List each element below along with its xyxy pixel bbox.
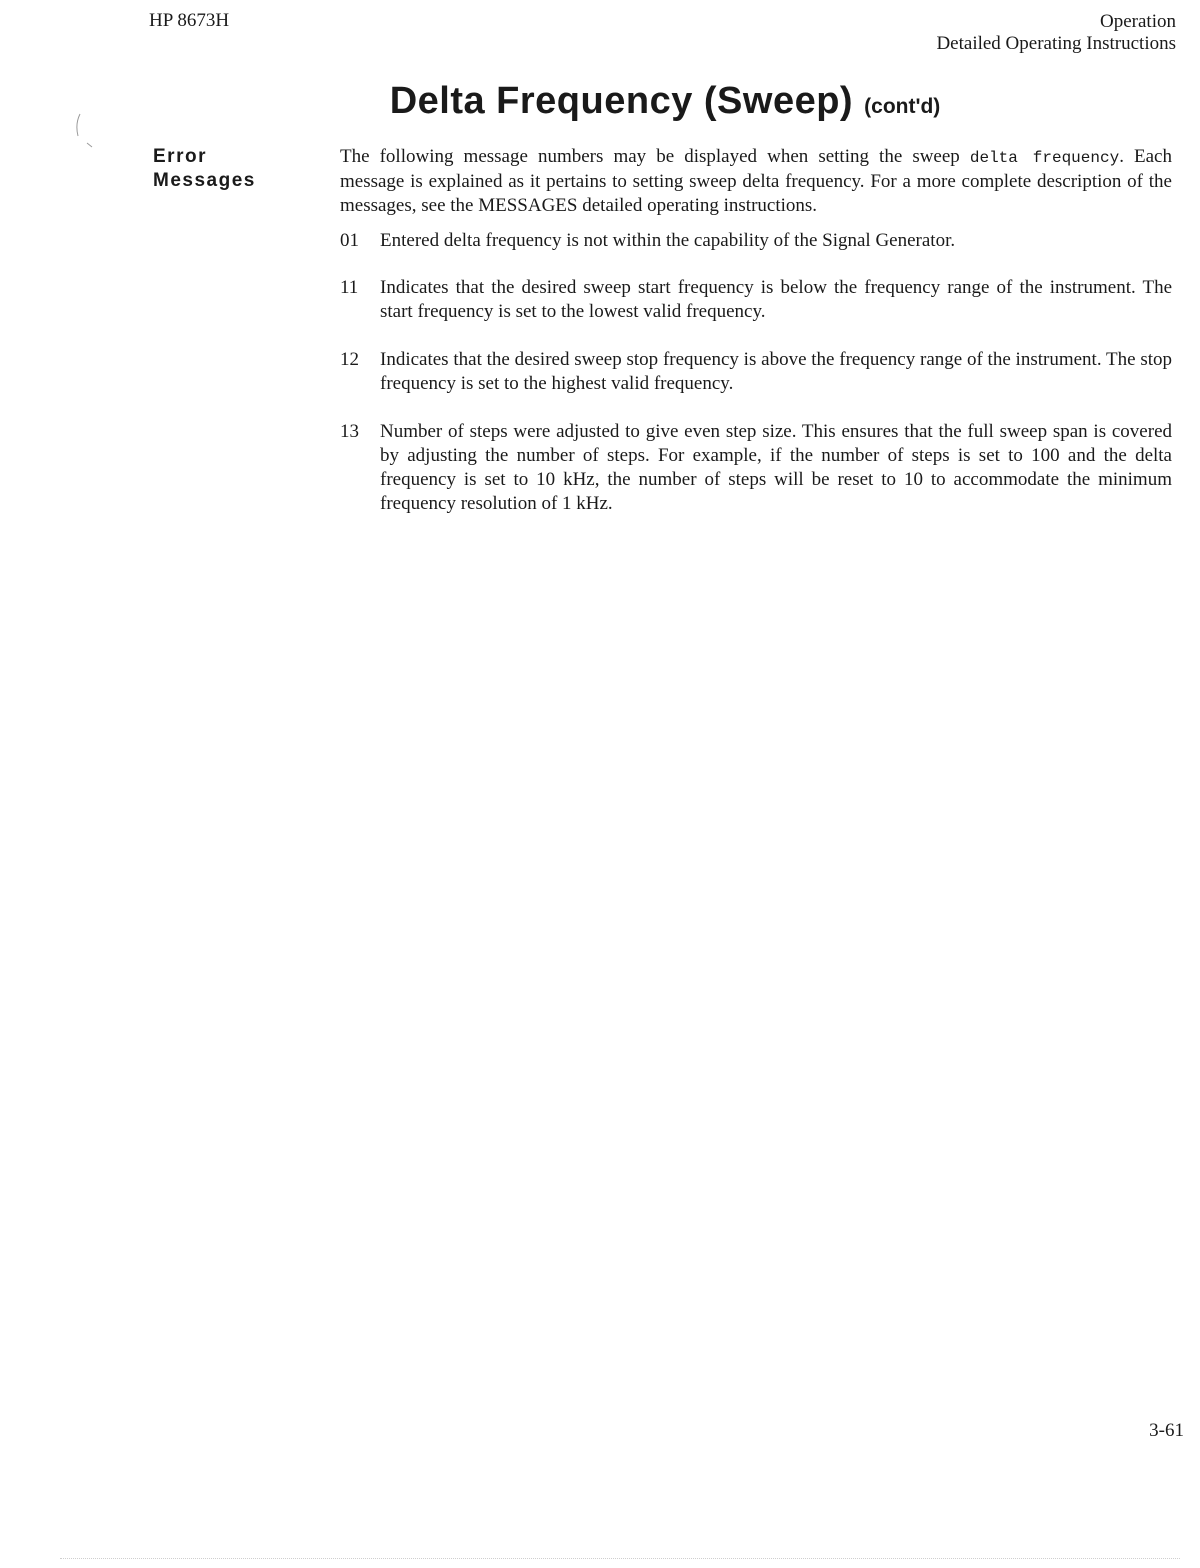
message-list: [340, 229, 1172, 516]
intro-text-after: . Each message is explained as it pertains to setting sweep delta frequency. For a more complete description of the messages, see the MESSAGES detailed operating instructions.: [340, 146, 1172, 216]
page-title-cont: (cont'd): [864, 95, 941, 118]
header-section-block: [936, 11, 1176, 55]
message-number: 13: [340, 421, 359, 442]
page-number: 3-61: [1149, 1420, 1184, 1441]
message-number: 01: [340, 230, 359, 251]
scan-edge-divider: [60, 1558, 1180, 1559]
side-heading-line1: Error: [153, 146, 207, 167]
page-title-main: Delta Frequency (Sweep): [389, 80, 854, 122]
message-text: Indicates that the desired sweep stop frequency is above the frequency range of the instrument. The stop frequency is set to the highest valid frequency.: [380, 349, 1172, 394]
header-section: Operation: [1100, 11, 1176, 32]
header-model: HP 8673H: [149, 10, 230, 31]
message-number: 11: [340, 277, 359, 298]
message-item: [340, 229, 1172, 276]
message-text: Entered delta frequency is not within the capability of the Signal Generator.: [380, 230, 956, 251]
message-number: 12: [340, 349, 359, 370]
message-text: Indicates that the desired sweep start frequency is below the frequency range of the instrument. The start frequency is set to the lowest valid frequency.: [380, 277, 1172, 322]
message-text: Number of steps were adjusted to give even step size. This ensures that the full sweep span is covered by adjusting the number of steps. For example, if the number of steps is set to 100 and the delta frequency is set to 10 kHz, the number of steps will be reset to 10 to accommodate the minimum frequency resolution of 1 kHz.: [380, 421, 1172, 514]
message-item: [340, 420, 1172, 516]
side-heading: [153, 145, 256, 193]
page-title: [0, 80, 1200, 123]
header-subsection: Detailed Operating Instructions: [936, 33, 1176, 54]
message-item: [340, 348, 1172, 420]
side-heading-line2: Messages: [153, 170, 256, 191]
intro-key-label: delta frequency: [969, 149, 1120, 167]
intro-text-before: The following message numbers may be displayed when setting the sweep: [340, 146, 970, 167]
message-item: [340, 276, 1172, 348]
intro-paragraph: [340, 145, 1172, 218]
